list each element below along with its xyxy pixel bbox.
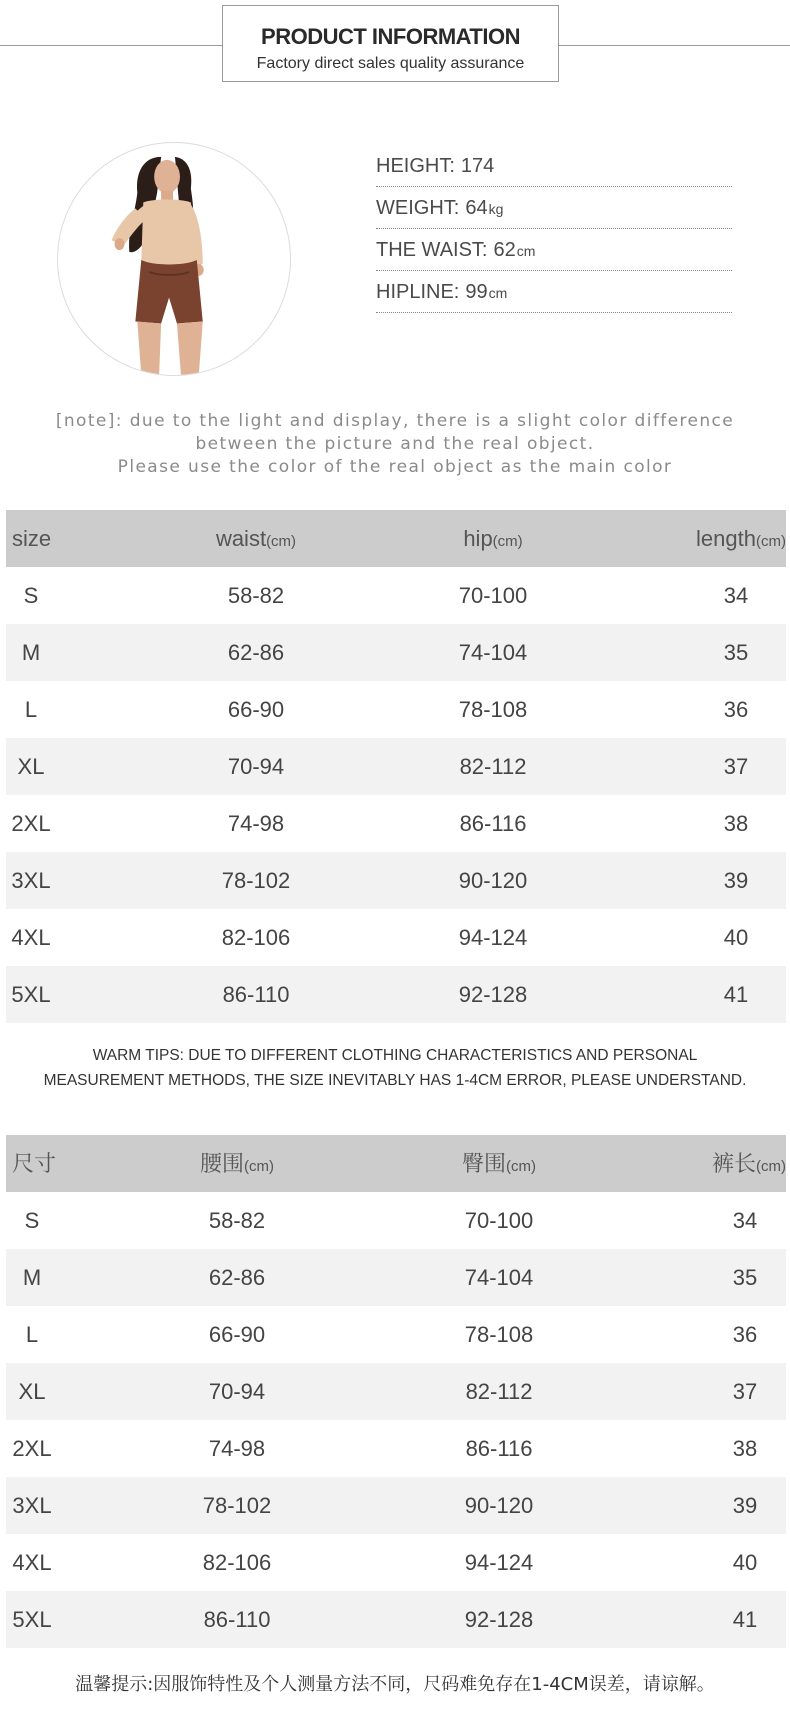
header-label: length [696,526,756,551]
table-cell: 82-106 [221,925,291,950]
warm-tips-cn: 温馨提示:因服饰特性及个人测量方法不同，尺码难免存在1-4CM误差，请谅解。 [75,1674,715,1695]
size-table-en [6,510,786,1023]
table-cell: 5XL [12,1607,52,1632]
table-cell: 66-90 [208,1322,266,1347]
table-header-row [6,510,786,567]
table-row [6,909,786,966]
table-cell: 74-104 [464,1265,534,1290]
stat-hipline [376,271,732,313]
table-cell: 74-98 [227,811,285,836]
table-cell: 58-82 [227,583,285,608]
table-cell: 74-98 [208,1436,266,1461]
header-rule-right [559,45,790,46]
header-unit: (cm) [492,533,523,550]
stat-value: 174 [460,155,495,177]
table-cell: 41 [732,1607,758,1632]
stat-label: HIPLINE: [376,281,460,303]
table-cell: 39 [723,868,749,893]
table-cell: 86-110 [222,982,290,1007]
stat-label: WEIGHT: [376,197,460,219]
table-cell: 36 [732,1322,758,1347]
size-table-cn [6,1135,786,1648]
table-cell: 4XL [12,1550,52,1575]
stat-unit: kg [488,201,504,217]
table-cell: 70-94 [227,754,285,779]
header-rule-left [0,45,222,46]
stat-weight [376,187,732,229]
header-cell [696,510,786,567]
table-cell: 92-128 [458,982,528,1007]
table-cell: 70-100 [464,1208,534,1233]
table-cell: 86-116 [465,1436,533,1461]
table-cell: 40 [732,1550,758,1575]
table-cell: XL [17,754,45,779]
table-cell: 66-90 [227,697,285,722]
table-cell: 78-108 [464,1322,534,1347]
table-row [6,1363,786,1420]
header-label: 尺寸 [12,1151,57,1176]
header-box [222,5,559,82]
table-row [6,1591,786,1648]
table-cell: 78-102 [202,1493,272,1518]
table-cell: 2XL [11,811,51,836]
stat-label: THE WAIST: [376,239,488,261]
table-cell: 62-86 [227,640,285,665]
model-photo [57,142,291,376]
table-cell: 58-82 [208,1208,266,1233]
tips-line: WARM TIPS: DUE TO DIFFERENT CLOTHING CHARACTERISTICS AND PERSONAL [92,1047,698,1064]
header-cell [200,1135,274,1192]
table-cell: 78-102 [221,868,291,893]
stat-value: 62 [493,239,516,261]
header-label: size [12,526,52,551]
table-cell: 36 [723,697,749,722]
stat-value: 99 [465,281,488,303]
header-cell [462,1135,536,1192]
table-row [6,1534,786,1591]
stat-unit: cm [488,285,508,301]
table-cell: 40 [723,925,749,950]
note-line: [note]: due to the light and display, there is a slight color difference [55,411,735,431]
header-unit: (cm) [756,533,786,550]
header-unit: (cm) [756,1158,786,1175]
model-illustration [58,143,290,375]
table-cell: 4XL [11,925,51,950]
note-line: Please use the color of the real object as the main color [117,457,673,477]
table-row [6,681,786,738]
table-cell: 90-120 [458,868,528,893]
table-row [6,624,786,681]
table-row [6,966,786,1023]
table-cell: 34 [732,1208,758,1233]
table-cell: 3XL [12,1493,52,1518]
table-header-row [6,1135,786,1192]
stat-waist [376,229,732,271]
table-cell: 39 [732,1493,758,1518]
warm-tips-en [0,1043,790,1093]
table-row [6,1477,786,1534]
stat-unit: cm [516,243,536,259]
header-cell [12,1135,56,1192]
table-row [6,1306,786,1363]
header-cell [463,510,522,567]
table-cell: 41 [723,982,749,1007]
stat-height [376,145,732,187]
table-cell: S [24,1208,40,1233]
page-subtitle: Factory direct sales quality assurance [256,55,525,72]
table-cell: 78-108 [458,697,528,722]
page-title: PRODUCT INFORMATION [261,24,520,49]
table-cell: L [25,1322,39,1347]
table-cell: 82-112 [459,754,527,779]
header-label: 裤长 [711,1151,756,1176]
table-row [6,795,786,852]
table-cell: 2XL [12,1436,52,1461]
header-label: waist [215,526,267,551]
table-cell: 82-106 [202,1550,272,1575]
table-cell: 82-112 [465,1379,533,1404]
table-row [6,567,786,624]
table-cell: 86-116 [459,811,527,836]
table-row [6,1249,786,1306]
table-cell: 70-94 [208,1379,266,1404]
table-cell: 90-120 [464,1493,534,1518]
table-cell: 70-100 [458,583,528,608]
stat-value: 64 [465,197,488,219]
table-row [6,852,786,909]
header-label: 腰围 [199,1151,245,1176]
note-line: between the picture and the real object. [195,434,595,454]
table-cell: 34 [723,583,749,608]
table-cell: 5XL [11,982,51,1007]
header-unit: (cm) [266,533,297,550]
table-cell: 35 [723,640,749,665]
header-unit: (cm) [244,1158,275,1175]
table-cell: 35 [732,1265,758,1290]
tips-line: MEASUREMENT METHODS, THE SIZE INEVITABLY HAS 1-4CM ERROR, PLEASE UNDERSTAND. [43,1072,747,1089]
header-cell [712,1135,786,1192]
stat-label: HEIGHT: [376,155,455,177]
header-cell [216,510,296,567]
table-cell: 94-124 [464,1550,534,1575]
table-cell: 86-110 [203,1607,271,1632]
header-label: hip [463,526,493,551]
table-row [6,1420,786,1477]
table-row [6,738,786,795]
table-cell: 38 [732,1436,758,1461]
table-row [6,1192,786,1249]
table-cell: L [24,697,38,722]
table-cell: M [21,640,41,665]
table-cell: 74-104 [458,640,528,665]
color-note [0,410,790,479]
table-cell: XL [18,1379,46,1404]
header-cell [12,510,51,567]
table-cell: 92-128 [464,1607,534,1632]
table-cell: 37 [732,1379,758,1404]
table-cell: 37 [723,754,749,779]
table-cell: 62-86 [208,1265,266,1290]
table-cell: S [23,583,39,608]
table-cell: 94-124 [458,925,528,950]
header-label: 臀围 [461,1151,507,1176]
table-cell: 3XL [11,868,51,893]
header-unit: (cm) [506,1158,537,1175]
table-cell: 38 [723,811,749,836]
table-cell: M [22,1265,42,1290]
